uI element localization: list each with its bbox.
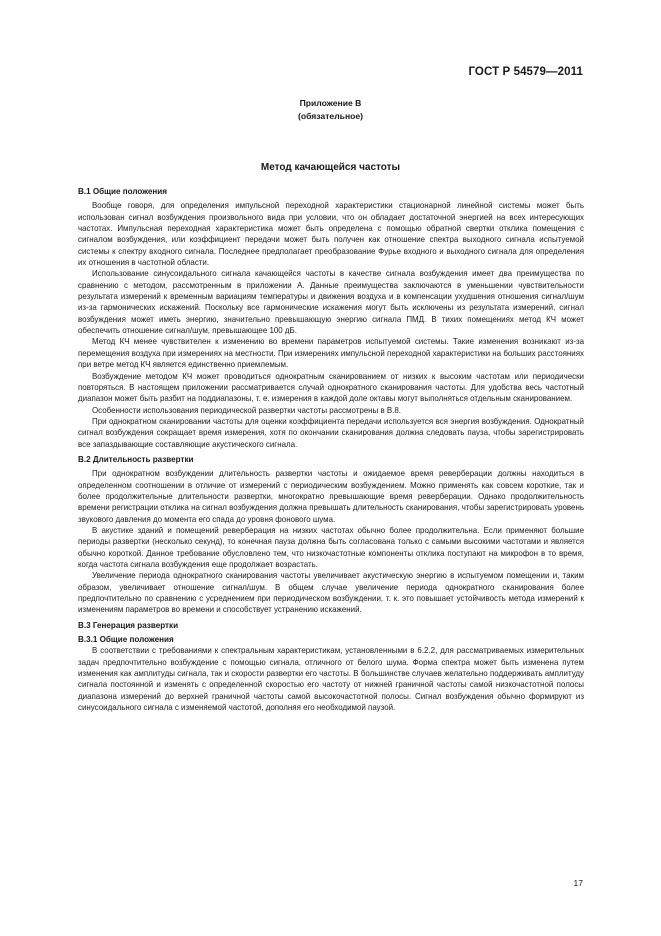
section-heading-b3: В.3 Генерация развертки [78,620,179,630]
paragraph: Метод КЧ менее чувствителен к изменению во времени параметров испытуемой системы. Такие изменения возникают из-за перемещения воздуха при измерениях на местности. При измерениях импульсной переходной характеристики на больших расстояниях при ветре метод КЧ является единственно приемлемым. [78,337,584,370]
document-title: Метод качающейся частоты [260,162,401,173]
section-heading-b1: В.1 Общие положения [78,187,167,196]
annex-status: (обязательное) [297,111,364,121]
paragraph: При однократном возбуждении длительность развертки частоты и ожидаемое время реверберации должны находиться в определенном соотношении в отличие от измерений с периодическим возбуждением. Можно применять как совсем короткие, так и более продолжительные длительности развертки, многократно превышающие время реверберации. Однако продолжительность времени регистрации отклика на сигнал возбуждения должна превышать длительность сканирования, чтобы зарегистрировать уровень звукового давления до момента его спада до уровня фонового шума. [78,469,584,524]
page-number: 17 [573,878,583,888]
paragraph: Вообще говоря, для определения импульсной переходной характеристики стационарной линейной системы может быть использован сигнал возбуждения произвольного вида при условии, что он обладает достаточной энергией на всех интересующих частотах. Импульсная переходная характеристика может быть определена с помощью обратной свертки отклика помещения с сигналом возбуждения, или коэффициент передачи может быть получен как отношение спектра выходного сигнала испытуемой системы к спектру входного сигнала. Последнее предполагает преобразование Фурье входного и выходного сигнала для определения их отношения в частотной области. [78,201,584,268]
annex-heading [0,97,661,123]
subsection-heading-b3-1: В.3.1 Общие положения [78,635,174,645]
paragraph: Особенности использования периодической развертки частоты рассмотрены в В.8. [92,405,401,415]
paragraph: Увеличение периода однократного сканирования частоты увеличивает акустическую энергию в испытуемом помещении и, таким образом, увеличивает отношение сигнал/шум. В общем случае увеличение периода однократного сканирования более предпочтительно по сравнению с усреднением при периодическом возбуждении, т. к. это повышает устойчивость метода измерений к изменениям параметров во времени и способствует устранению искажений. [78,571,584,615]
paragraph: Возбуждение методом КЧ может проводиться однократным сканированием от низких к высоким частотам или периодически повторяться. В настоящем приложении рассматривается случай однократного сканирования частоты. Для удобства весь частотный диапазон может быть разбит на поддиапазоны, т. е. измерения в каждой доле октавы могут выполняться отдельным сканированием. [78,371,584,404]
paragraph: При однократном сканировании частоты для оценки коэффициента передачи используется вся энергия возбуждения. Однократный сигнал возбуждения сокращает время измерения, хотя по окончании сканирования должна следовать пауза, чтобы зарегистрировать все запаздывающие составляющие акустического сигнала. [78,416,584,449]
paragraph: В акустике зданий и помещений реверберация на низких частотах обычно более продолжительна. Если применяют большие периоды развертки (несколько секунд), то конечная пауза должна быть согласована только с самыми высокими частотами и является обычно короткой. Данное требование обусловлено тем, что низкочастотные компоненты отклика поступают на микрофон в то время, когда частота сигнала возбуждения еще продолжает возрастать. [78,525,584,569]
document-body [78,186,584,713]
section-heading-b2: В.2 Длительность развертки [78,454,194,464]
paragraph: В соответствии с требованиями к спектральным характеристикам, установленными в 6.2.2, для рассматриваемых измерительных задач предпочтительно возбуждение с помощью сигнала, отличного от белого шума. Форма спектра может быть изменена путем изменения как амплитуды сигнала, так и скорости развертки его частоты. В большинстве случаев желательно поддерживать амплитуду сигнала постоянной и изменять с определенной скоростью его частоту от нижней граничной частоты самой низкочастотной полосы диапазона измерений до верхней граничной частоты самой высокочастотной полосы. Сигнал возбуждения обычно формируют из синусоидального сигнала с изменяемой частотой, дополняя его необходимой паузой. [78,646,584,713]
paragraph: Использование синусоидального сигнала качающейся частоты в качестве сигнала возбуждения имеет два преимущества по сравнению с методом, рассмотренным в приложении А. Данные преимущества заключаются в уменьшении чувствительности результата измерений к временным вариациям температуры и движения воздуха и в компенсации ухудшения отношения сигнал/шум из-за гармонических искажений. Поскольку все гармонические искажения могут быть исключены из результата измерений, сигнал возбуждения может иметь энергию, значительно превышающую энергию сигнала ПМД. В тихих помещениях метод КЧ может обеспечить отношение сигнал/шум, превышающее 100 дБ. [78,269,584,336]
standard-designation: ГОСТ Р 54579—2011 [468,66,583,78]
annex-title: Приложение В [299,98,362,108]
